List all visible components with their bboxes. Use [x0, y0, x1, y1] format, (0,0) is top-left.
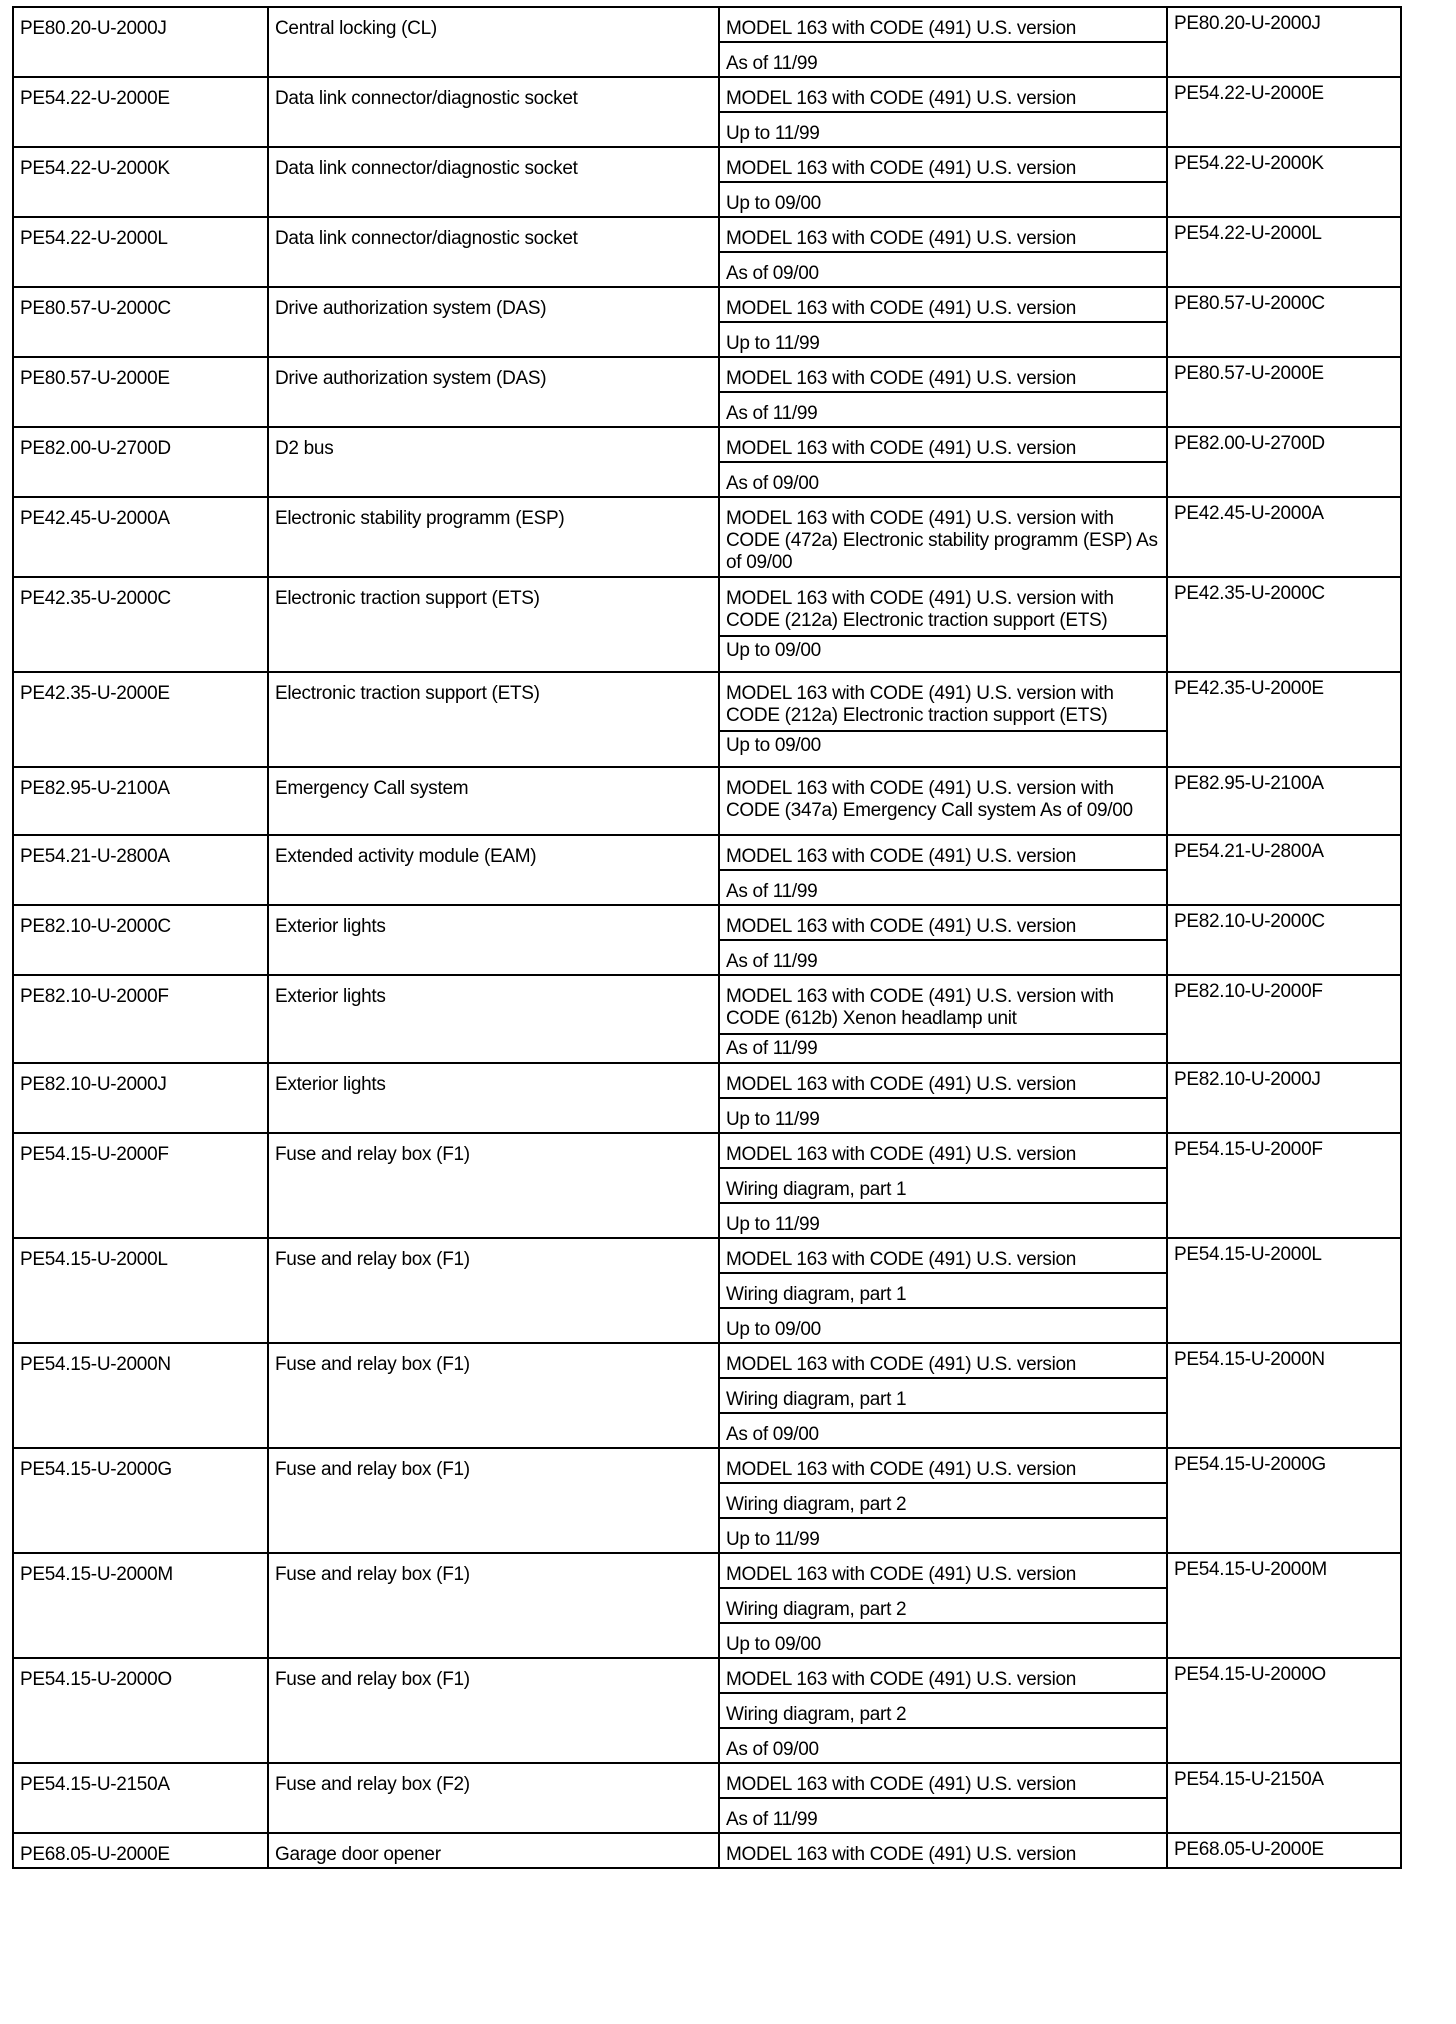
reference-code-link[interactable]: PE54.15-U-2000M — [1167, 1553, 1401, 1658]
applicability-cell — [719, 147, 1167, 217]
document-code-cell: PE82.00-U-2700D — [13, 427, 268, 497]
applicability-line: Wiring diagram, part 1 — [720, 1379, 1166, 1414]
applicability-cell — [719, 1763, 1167, 1833]
applicability-cell — [719, 217, 1167, 287]
applicability-line: As of 09/00 — [726, 1739, 819, 1760]
reference-code-link[interactable]: PE80.57-U-2000E — [1167, 357, 1401, 427]
reference-code-link[interactable]: PE82.10-U-2000F — [1167, 975, 1401, 1063]
applicability-line: Up to 11/99 — [726, 1214, 820, 1235]
reference-code-link[interactable]: PE54.21-U-2800A — [1167, 835, 1401, 905]
applicability-cell — [719, 767, 1167, 835]
applicability-line: Up to 11/99 — [726, 333, 820, 354]
applicability-cell — [719, 905, 1167, 975]
applicability-text: MODEL 163 with CODE (491) U.S. version with CODE (472a) Electronic stability programm (ESP) As of 09/00 — [726, 508, 1158, 573]
document-code-cell: PE54.15-U-2000L — [13, 1238, 268, 1343]
applicability-line: MODEL 163 with CODE (491) U.S. version — [720, 288, 1166, 323]
reference-code-link[interactable]: PE54.22-U-2000E — [1167, 77, 1401, 147]
applicability-line: As of 11/99 — [726, 53, 818, 74]
reference-code-link[interactable]: PE82.10-U-2000J — [1167, 1063, 1401, 1133]
table-row — [13, 287, 1401, 357]
applicability-line: MODEL 163 with CODE (491) U.S. version — [720, 428, 1166, 463]
applicability-line: MODEL 163 with CODE (491) U.S. version — [720, 8, 1166, 43]
table-row — [13, 577, 1401, 672]
applicability-cell — [719, 835, 1167, 905]
applicability-cell — [719, 1238, 1167, 1343]
component-title-cell: Data link connector/diagnostic socket — [268, 147, 719, 217]
component-title-cell: Emergency Call system — [268, 767, 719, 835]
component-title-cell: Fuse and relay box (F1) — [268, 1133, 719, 1238]
reference-code-link[interactable]: PE54.22-U-2000L — [1167, 217, 1401, 287]
applicability-cell — [719, 1658, 1167, 1763]
reference-code-link[interactable]: PE54.15-U-2000N — [1167, 1343, 1401, 1448]
reference-code-link[interactable]: PE82.10-U-2000C — [1167, 905, 1401, 975]
table-row — [13, 1448, 1401, 1553]
document-code-cell: PE80.57-U-2000C — [13, 287, 268, 357]
applicability-text: MODEL 163 with CODE (491) U.S. version with CODE (612b) Xenon headlamp unit — [720, 976, 1166, 1035]
component-title-cell: Fuse and relay box (F2) — [268, 1763, 719, 1833]
component-title-cell: Exterior lights — [268, 905, 719, 975]
document-code-cell: PE54.15-U-2000O — [13, 1658, 268, 1763]
applicability-line: Up to 09/00 — [726, 1319, 821, 1340]
applicability-cell — [719, 1833, 1167, 1868]
applicability-line: As of 09/00 — [726, 473, 819, 494]
table-row — [13, 7, 1401, 77]
applicability-line: Up to 11/99 — [726, 1529, 820, 1550]
table-row — [13, 835, 1401, 905]
document-code-cell: PE54.15-U-2000F — [13, 1133, 268, 1238]
applicability-cell — [719, 77, 1167, 147]
applicability-line: MODEL 163 with CODE (491) U.S. version — [720, 1239, 1166, 1274]
document-table-body — [13, 7, 1401, 1868]
reference-code-link[interactable]: PE82.00-U-2700D — [1167, 427, 1401, 497]
table-row — [13, 1238, 1401, 1343]
applicability-cell — [719, 287, 1167, 357]
applicability-line: MODEL 163 with CODE (491) U.S. version — [720, 218, 1166, 253]
applicability-line: Up to 09/00 — [726, 193, 821, 214]
table-row — [13, 1763, 1401, 1833]
applicability-cell — [719, 672, 1167, 767]
applicability-cell — [719, 1133, 1167, 1238]
reference-code-link[interactable]: PE54.15-U-2000G — [1167, 1448, 1401, 1553]
reference-code-link[interactable]: PE54.15-U-2000O — [1167, 1658, 1401, 1763]
applicability-line: Wiring diagram, part 2 — [720, 1484, 1166, 1519]
document-code-cell: PE54.15-U-2000G — [13, 1448, 268, 1553]
applicability-cell — [719, 427, 1167, 497]
component-title-cell: Fuse and relay box (F1) — [268, 1658, 719, 1763]
component-title-cell: Electronic traction support (ETS) — [268, 577, 719, 672]
applicability-line: MODEL 163 with CODE (491) U.S. version — [720, 78, 1166, 113]
applicability-line: Up to 09/00 — [726, 735, 821, 756]
component-title-cell: Fuse and relay box (F1) — [268, 1553, 719, 1658]
applicability-line: Up to 09/00 — [726, 640, 821, 661]
applicability-line: MODEL 163 with CODE (491) U.S. version — [720, 1064, 1166, 1099]
document-code-cell: PE54.22-U-2000K — [13, 147, 268, 217]
component-title-cell: Exterior lights — [268, 1063, 719, 1133]
table-row — [13, 427, 1401, 497]
table-row — [13, 975, 1401, 1063]
component-title-cell: Data link connector/diagnostic socket — [268, 217, 719, 287]
component-title-cell: Exterior lights — [268, 975, 719, 1063]
document-code-cell: PE42.35-U-2000C — [13, 577, 268, 672]
reference-code-link[interactable]: PE42.45-U-2000A — [1167, 497, 1401, 577]
table-row — [13, 1063, 1401, 1133]
component-title-cell: Central locking (CL) — [268, 7, 719, 77]
reference-code-link[interactable]: PE68.05-U-2000E — [1167, 1833, 1401, 1868]
table-row — [13, 1833, 1401, 1868]
applicability-cell — [719, 1063, 1167, 1133]
document-code-cell: PE42.45-U-2000A — [13, 497, 268, 577]
applicability-line: Up to 11/99 — [726, 123, 820, 144]
component-title-cell: Fuse and relay box (F1) — [268, 1343, 719, 1448]
reference-code-link[interactable]: PE42.35-U-2000C — [1167, 577, 1401, 672]
applicability-line: As of 11/99 — [726, 951, 818, 972]
applicability-line: Wiring diagram, part 1 — [720, 1169, 1166, 1204]
table-row — [13, 1343, 1401, 1448]
table-row — [13, 357, 1401, 427]
table-row — [13, 767, 1401, 835]
applicability-cell — [719, 1553, 1167, 1658]
applicability-cell — [719, 1448, 1167, 1553]
applicability-text: MODEL 163 with CODE (491) U.S. version with CODE (347a) Emergency Call system As of 09/00 — [726, 778, 1133, 821]
table-row — [13, 1133, 1401, 1238]
reference-code-link[interactable]: PE54.15-U-2000L — [1167, 1238, 1401, 1343]
applicability-line: As of 11/99 — [726, 1038, 818, 1059]
component-title-cell: Drive authorization system (DAS) — [268, 287, 719, 357]
applicability-text: MODEL 163 with CODE (491) U.S. version with CODE (212a) Electronic traction support (ETS) — [720, 673, 1166, 732]
reference-code-link[interactable]: PE42.35-U-2000E — [1167, 672, 1401, 767]
reference-code-link[interactable]: PE54.15-U-2000F — [1167, 1133, 1401, 1238]
reference-code-link[interactable]: PE80.20-U-2000J — [1167, 7, 1401, 77]
applicability-line: MODEL 163 with CODE (491) U.S. version — [720, 1659, 1166, 1694]
component-title-cell: Fuse and relay box (F1) — [268, 1238, 719, 1343]
applicability-line: As of 11/99 — [726, 881, 818, 902]
applicability-line: Wiring diagram, part 1 — [720, 1274, 1166, 1309]
document-code-cell: PE54.15-U-2150A — [13, 1763, 268, 1833]
document-code-cell: PE54.22-U-2000L — [13, 217, 268, 287]
applicability-cell — [719, 7, 1167, 77]
component-title-cell: Electronic stability programm (ESP) — [268, 497, 719, 577]
applicability-cell — [719, 497, 1167, 577]
document-code-cell: PE82.10-U-2000C — [13, 905, 268, 975]
document-code-cell: PE80.20-U-2000J — [13, 7, 268, 77]
table-row — [13, 497, 1401, 577]
document-code-cell: PE54.21-U-2800A — [13, 835, 268, 905]
document-code-cell: PE54.15-U-2000N — [13, 1343, 268, 1448]
applicability-line: Up to 11/99 — [726, 1109, 820, 1130]
applicability-line: As of 09/00 — [726, 1424, 819, 1445]
applicability-cell — [719, 1343, 1167, 1448]
applicability-line: MODEL 163 with CODE (491) U.S. version — [720, 358, 1166, 393]
component-title-cell: D2 bus — [268, 427, 719, 497]
document-code-cell: PE82.10-U-2000F — [13, 975, 268, 1063]
applicability-line: MODEL 163 with CODE (491) U.S. version — [720, 1449, 1166, 1484]
applicability-line: As of 11/99 — [726, 403, 818, 424]
reference-code-link[interactable]: PE82.95-U-2100A — [1167, 767, 1401, 835]
document-code-cell: PE82.10-U-2000J — [13, 1063, 268, 1133]
component-title-cell: Fuse and relay box (F1) — [268, 1448, 719, 1553]
applicability-line: Up to 09/00 — [726, 1634, 821, 1655]
applicability-line: MODEL 163 with CODE (491) U.S. version — [720, 836, 1166, 871]
applicability-line: MODEL 163 with CODE (491) U.S. version — [720, 1134, 1166, 1169]
component-title-cell: Electronic traction support (ETS) — [268, 672, 719, 767]
applicability-line: MODEL 163 with CODE (491) U.S. version — [720, 148, 1166, 183]
table-row — [13, 672, 1401, 767]
table-row — [13, 77, 1401, 147]
applicability-line: Wiring diagram, part 2 — [720, 1694, 1166, 1729]
reference-code-link[interactable]: PE80.57-U-2000C — [1167, 287, 1401, 357]
applicability-line: Wiring diagram, part 2 — [720, 1589, 1166, 1624]
document-code-cell: PE68.05-U-2000E — [13, 1833, 268, 1868]
document-table — [12, 6, 1402, 1869]
applicability-line: MODEL 163 with CODE (491) U.S. version — [720, 1554, 1166, 1589]
applicability-line: MODEL 163 with CODE (491) U.S. version — [720, 1764, 1166, 1799]
document-code-cell: PE80.57-U-2000E — [13, 357, 268, 427]
component-title-cell: Extended activity module (EAM) — [268, 835, 719, 905]
applicability-cell — [719, 577, 1167, 672]
table-row — [13, 147, 1401, 217]
applicability-cell — [719, 357, 1167, 427]
applicability-line: As of 09/00 — [726, 263, 819, 284]
component-title-cell: Data link connector/diagnostic socket — [268, 77, 719, 147]
table-row — [13, 217, 1401, 287]
applicability-text: MODEL 163 with CODE (491) U.S. version with CODE (212a) Electronic traction support (ETS) — [720, 578, 1166, 637]
reference-code-link[interactable]: PE54.22-U-2000K — [1167, 147, 1401, 217]
component-title-cell: Garage door opener — [268, 1833, 719, 1868]
component-title-cell: Drive authorization system (DAS) — [268, 357, 719, 427]
table-row — [13, 1658, 1401, 1763]
applicability-line: MODEL 163 with CODE (491) U.S. version — [720, 906, 1166, 941]
table-row — [13, 905, 1401, 975]
applicability-line: MODEL 163 with CODE (491) U.S. version — [726, 1844, 1077, 1865]
document-code-cell: PE54.15-U-2000M — [13, 1553, 268, 1658]
document-code-cell: PE54.22-U-2000E — [13, 77, 268, 147]
document-code-cell: PE42.35-U-2000E — [13, 672, 268, 767]
document-code-cell: PE82.95-U-2100A — [13, 767, 268, 835]
applicability-line: MODEL 163 with CODE (491) U.S. version — [720, 1344, 1166, 1379]
reference-code-link[interactable]: PE54.15-U-2150A — [1167, 1763, 1401, 1833]
table-row — [13, 1553, 1401, 1658]
applicability-cell — [719, 975, 1167, 1063]
applicability-line: As of 11/99 — [726, 1809, 818, 1830]
